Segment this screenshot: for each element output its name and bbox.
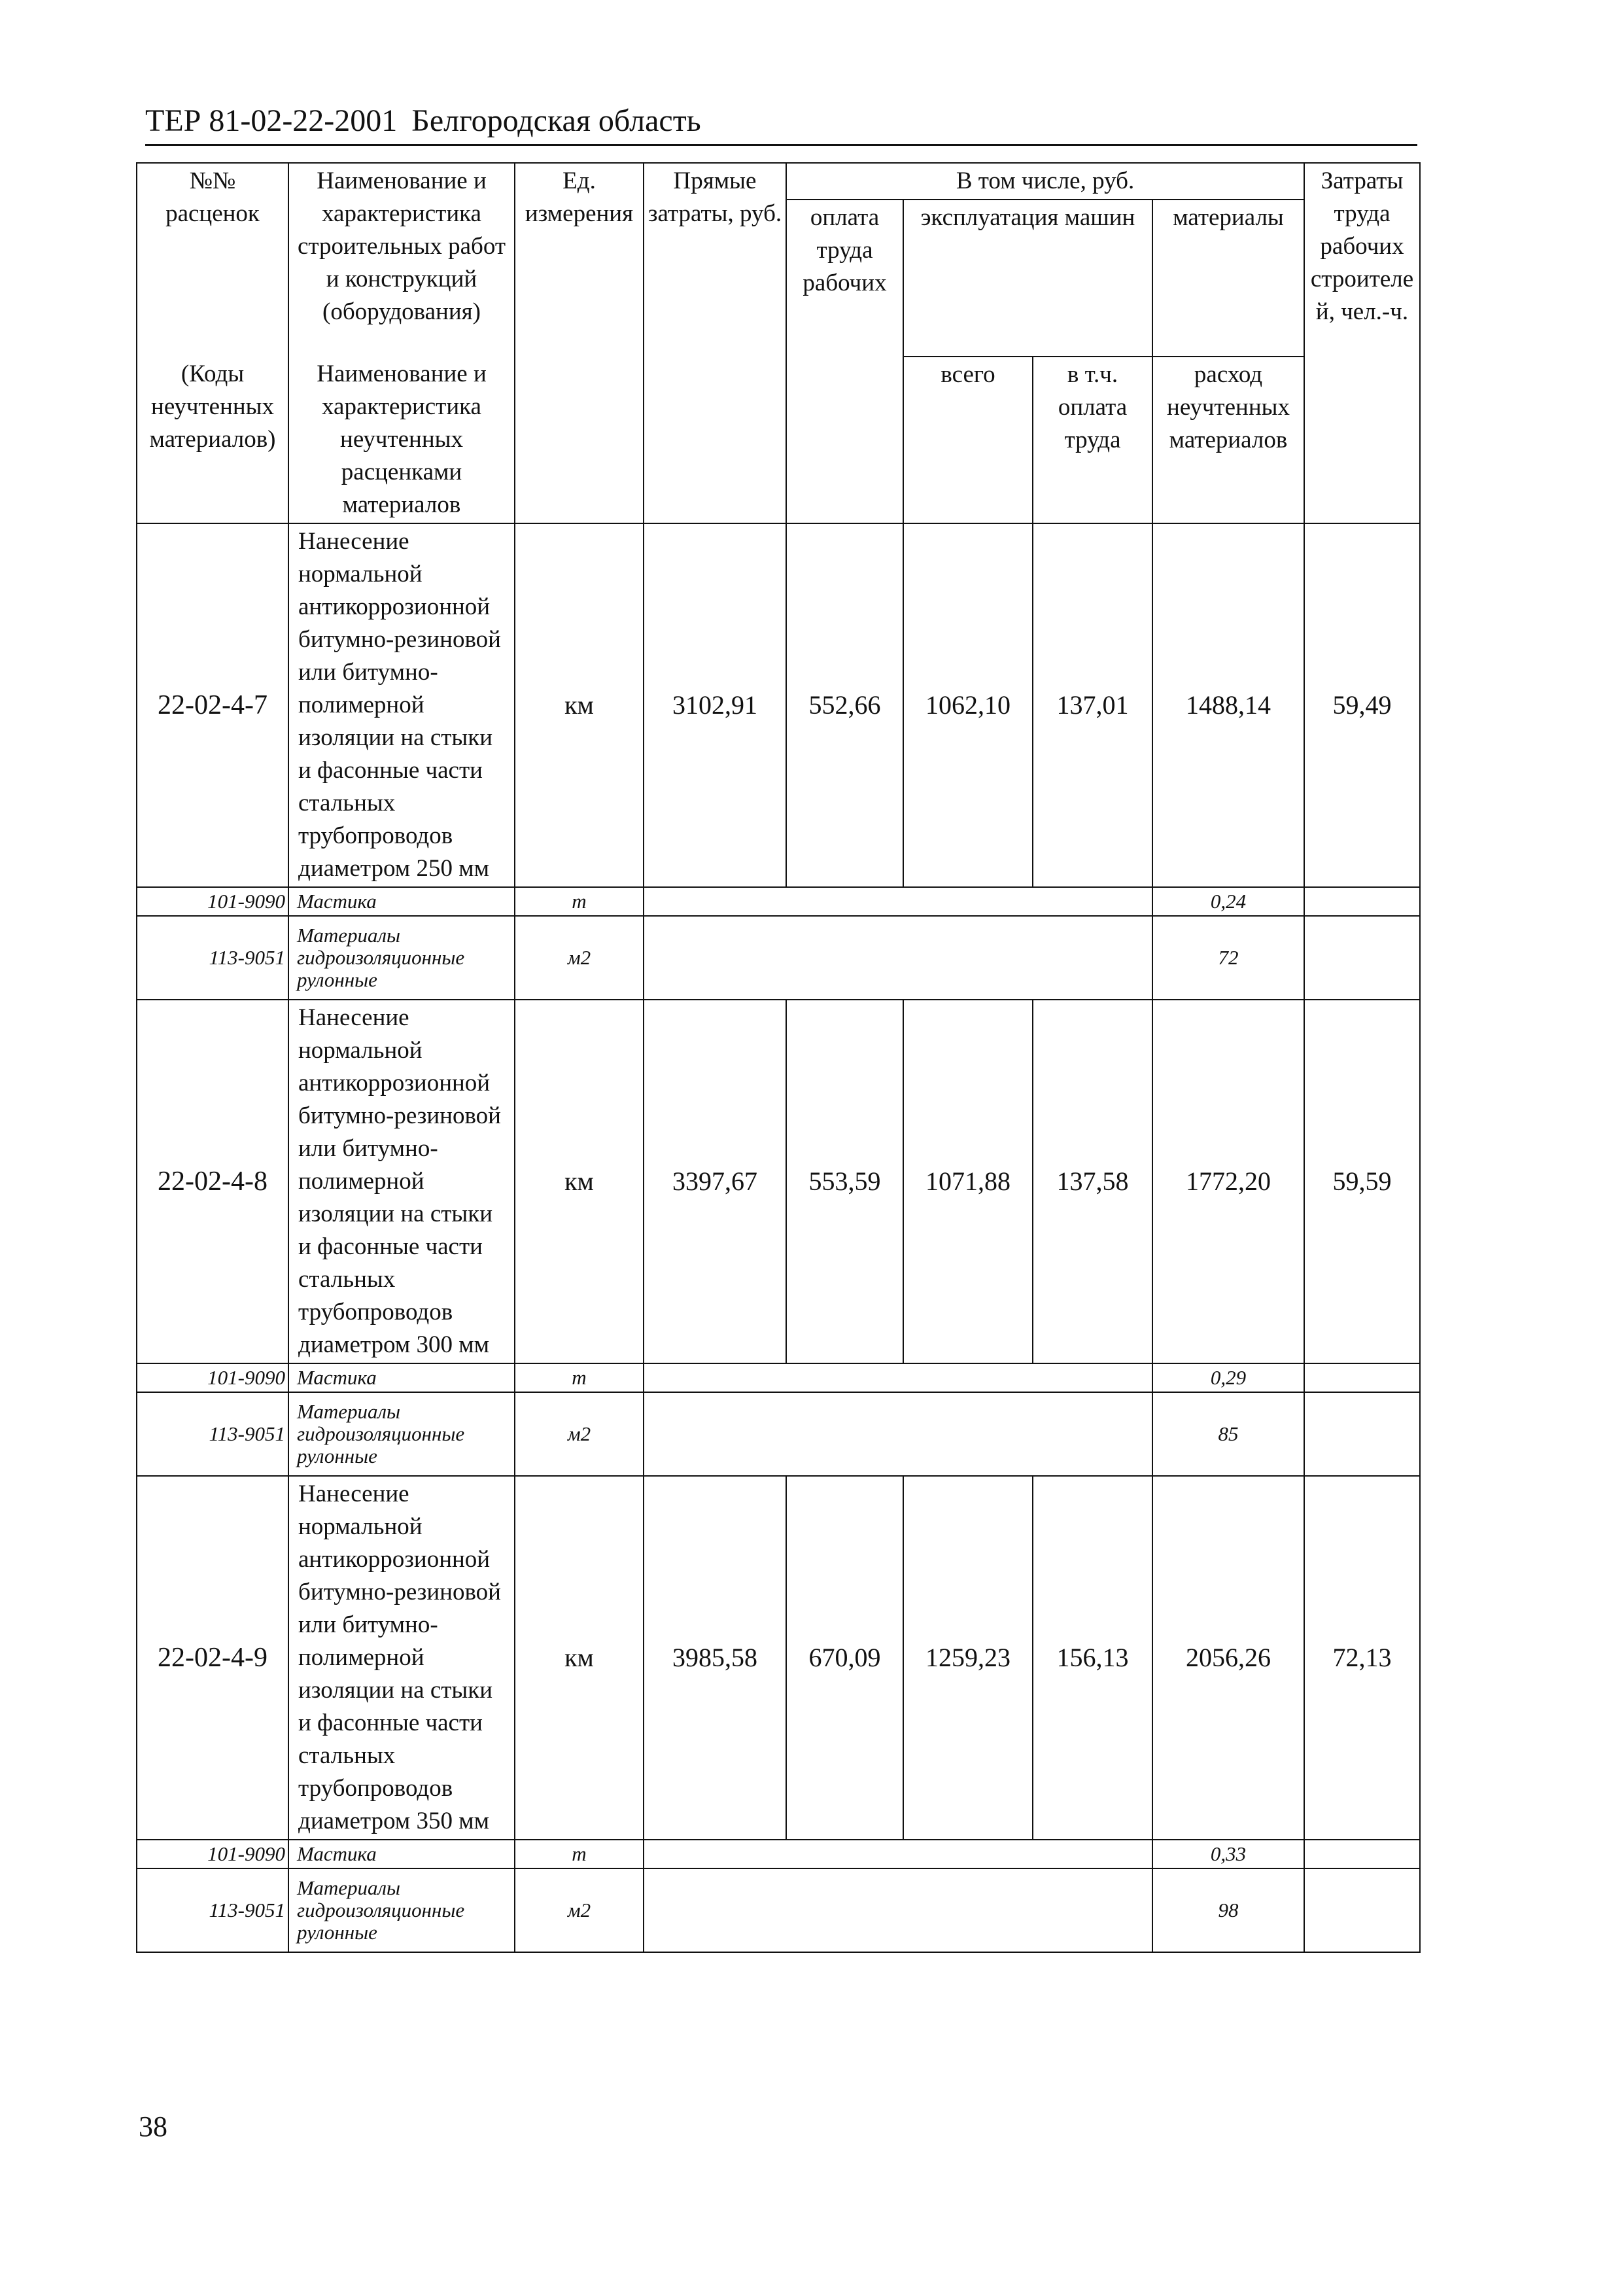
material-labor-blank bbox=[1304, 887, 1420, 916]
material-labor-blank bbox=[1304, 1392, 1420, 1476]
rate-labor-cost: 59,49 bbox=[1304, 523, 1420, 887]
material-labor-blank bbox=[1304, 916, 1420, 1000]
page-number: 38 bbox=[139, 2111, 167, 2143]
header-unit: Ед. измерения bbox=[515, 163, 644, 523]
material-row bbox=[137, 1392, 1420, 1476]
header-name-unaccounted: Наименование и характеристика неучтенных расценками материалов bbox=[288, 357, 515, 523]
material-blank bbox=[644, 1840, 1152, 1868]
rates-table bbox=[136, 162, 1421, 1953]
page-header bbox=[145, 98, 1417, 146]
header-materials: материалы bbox=[1152, 200, 1304, 357]
material-unit: м2 bbox=[515, 1392, 644, 1476]
rate-machines-total: 1259,23 bbox=[903, 1476, 1033, 1840]
material-name: Материалы гидроизоляционные рулонные bbox=[288, 1868, 515, 1952]
rate-materials: 1488,14 bbox=[1152, 523, 1304, 887]
material-unit: т bbox=[515, 1363, 644, 1392]
material-amount: 85 bbox=[1152, 1392, 1304, 1476]
material-blank bbox=[644, 887, 1152, 916]
material-row bbox=[137, 1363, 1420, 1392]
rate-labor-pay: 552,66 bbox=[786, 523, 903, 887]
material-name: Материалы гидроизоляционные рулонные bbox=[288, 1392, 515, 1476]
material-amount: 0,29 bbox=[1152, 1363, 1304, 1392]
material-name: Мастика bbox=[288, 1840, 515, 1868]
header-row-1 bbox=[137, 163, 1420, 200]
header-machines: эксплуатация машин bbox=[903, 200, 1152, 357]
material-unit: т bbox=[515, 887, 644, 916]
table-body bbox=[137, 163, 1420, 1952]
material-labor-blank bbox=[1304, 1868, 1420, 1952]
rate-name: Нанесение нормальной антикоррозионной битумно-резиновой или битумно-полимерной изоляции на стыки и фасонные части стальных трубопроводов диаметром 250 мм bbox=[288, 523, 515, 887]
material-name: Мастика bbox=[288, 1363, 515, 1392]
rate-unit: км bbox=[515, 1000, 644, 1363]
material-name: Материалы гидроизоляционные рулонные bbox=[288, 916, 515, 1000]
header-including: В том числе, руб. bbox=[786, 163, 1304, 200]
material-unit: т bbox=[515, 1840, 644, 1868]
rate-unit: км bbox=[515, 523, 644, 887]
material-row bbox=[137, 1868, 1420, 1952]
rate-row bbox=[137, 523, 1420, 887]
rate-unit: км bbox=[515, 1476, 644, 1840]
material-code: 113-9051 bbox=[137, 1868, 288, 1952]
material-blank bbox=[644, 1392, 1152, 1476]
rate-code: 22-02-4-7 bbox=[137, 523, 288, 887]
rate-materials: 2056,26 bbox=[1152, 1476, 1304, 1840]
rate-machines-total: 1071,88 bbox=[903, 1000, 1033, 1363]
rate-direct-costs: 3102,91 bbox=[644, 523, 786, 887]
header-labor-pay: оплата труда рабочих bbox=[786, 200, 903, 523]
material-code: 101-9090 bbox=[137, 887, 288, 916]
rate-direct-costs: 3397,67 bbox=[644, 1000, 786, 1363]
material-amount: 72 bbox=[1152, 916, 1304, 1000]
header-code: №№ расценок bbox=[137, 163, 288, 357]
material-code: 113-9051 bbox=[137, 1392, 288, 1476]
material-amount: 0,24 bbox=[1152, 887, 1304, 916]
header-machines-labor: в т.ч. оплата труда bbox=[1033, 357, 1152, 523]
rate-machines-labor: 137,01 bbox=[1033, 523, 1152, 887]
document-region: Белгородская область bbox=[411, 103, 701, 138]
material-unit: м2 bbox=[515, 916, 644, 1000]
rate-direct-costs: 3985,58 bbox=[644, 1476, 786, 1840]
rate-row bbox=[137, 1476, 1420, 1840]
rate-code: 22-02-4-9 bbox=[137, 1476, 288, 1840]
material-code: 101-9090 bbox=[137, 1363, 288, 1392]
rate-labor-pay: 670,09 bbox=[786, 1476, 903, 1840]
material-blank bbox=[644, 916, 1152, 1000]
material-amount: 98 bbox=[1152, 1868, 1304, 1952]
rate-labor-cost: 72,13 bbox=[1304, 1476, 1420, 1840]
material-code: 101-9090 bbox=[137, 1840, 288, 1868]
rate-machines-labor: 156,13 bbox=[1033, 1476, 1152, 1840]
material-blank bbox=[644, 1868, 1152, 1952]
material-labor-blank bbox=[1304, 1363, 1420, 1392]
material-row bbox=[137, 1840, 1420, 1868]
material-row bbox=[137, 887, 1420, 916]
rate-row bbox=[137, 1000, 1420, 1363]
header-labor-cost: Затраты труда рабочих строителей, чел.-ч. bbox=[1304, 163, 1420, 523]
header-direct-costs: Прямые затраты, руб. bbox=[644, 163, 786, 523]
rate-code: 22-02-4-8 bbox=[137, 1000, 288, 1363]
material-code: 113-9051 bbox=[137, 916, 288, 1000]
rate-machines-labor: 137,58 bbox=[1033, 1000, 1152, 1363]
material-blank bbox=[644, 1363, 1152, 1392]
rate-labor-cost: 59,59 bbox=[1304, 1000, 1420, 1363]
material-row bbox=[137, 916, 1420, 1000]
material-labor-blank bbox=[1304, 1840, 1420, 1868]
rate-machines-total: 1062,10 bbox=[903, 523, 1033, 887]
header-codes-unaccounted: (Коды неучтенных материалов) bbox=[137, 357, 288, 523]
rate-labor-pay: 553,59 bbox=[786, 1000, 903, 1363]
material-amount: 0,33 bbox=[1152, 1840, 1304, 1868]
material-unit: м2 bbox=[515, 1868, 644, 1952]
material-name: Мастика bbox=[288, 887, 515, 916]
document-code: ТЕР 81-02-22-2001 bbox=[145, 103, 398, 138]
rate-materials: 1772,20 bbox=[1152, 1000, 1304, 1363]
rate-name: Нанесение нормальной антикоррозионной битумно-резиновой или битумно-полимерной изоляции на стыки и фасонные части стальных трубопроводов диаметром 350 мм bbox=[288, 1476, 515, 1840]
header-materials-unaccounted: расход неучтенных материалов bbox=[1152, 357, 1304, 523]
header-machines-total: всего bbox=[903, 357, 1033, 523]
rate-name: Нанесение нормальной антикоррозионной битумно-резиновой или битумно-полимерной изоляции на стыки и фасонные части стальных трубопроводов диаметром 300 мм bbox=[288, 1000, 515, 1363]
header-name: Наименование и характеристика строительных работ и конструкций (оборудования) bbox=[288, 163, 515, 357]
